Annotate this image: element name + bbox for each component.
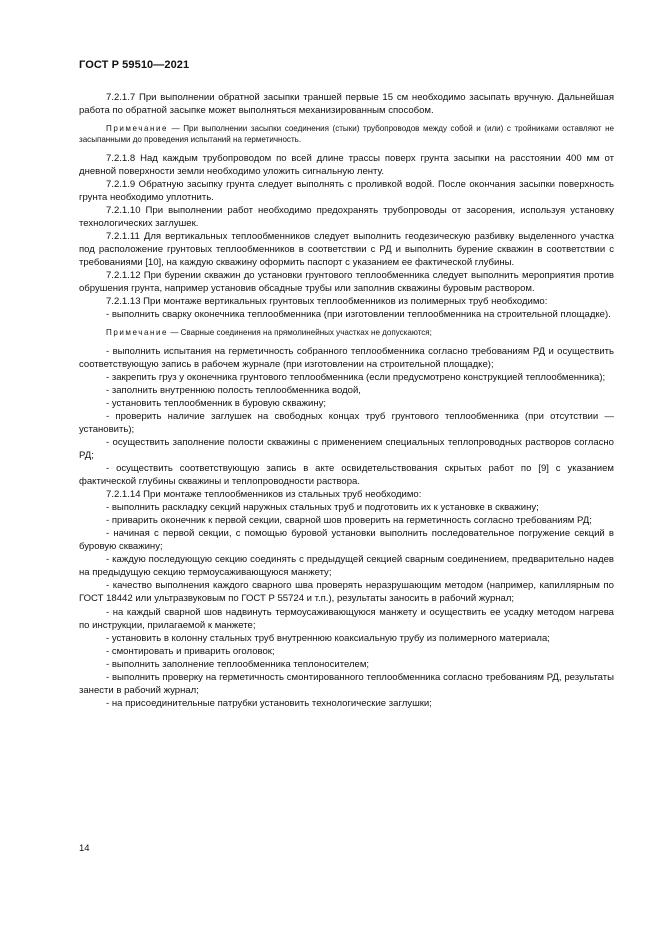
- list-item: - заполнить внутреннюю полость теплообменника водой,: [106, 384, 361, 396]
- clause-7-2-1-10: 7.2.1.10 При выполнении работ необходимо предохранять трубопроводы от засорения, используя установку технологических заглушек.: [79, 204, 614, 229]
- list-item: - выполнить заполнение теплообменника теплоносителем;: [106, 658, 370, 670]
- note-text: — Сварные соединения на прямолинейных участках не допускаются;: [168, 328, 432, 338]
- list-item: - на каждый сварной шов надвинуть термоусаживающуюся манжету и осуществить ее усадку методом нагрева по инструкции, прилагаемой к манжете;: [79, 606, 614, 631]
- list-item: - смонтировать и приварить оголовок;: [106, 645, 275, 657]
- clause-7-2-1-14: 7.2.1.14 При монтаже теплообменников из стальных труб необходимо:: [106, 489, 422, 501]
- list-item: - на присоединительные патрубки установить технологические заглушки;: [106, 697, 432, 709]
- list-item: - закрепить груз у оконечника грунтового теплообменника (если предусмотрено конструкцией теплообменника);: [106, 371, 606, 383]
- note-label: Примечание: [106, 328, 169, 338]
- document-header: ГОСТ Р 59510—2021: [79, 59, 190, 71]
- list-item: - качество выполнения каждого сварного шва проверять неразрушающим методом (например, капиллярным по ГОСТ 18442 или ультразвуковым по ГОСТ Р 55724 и т.п.), результаты заносить в рабочий журнал;: [79, 580, 614, 605]
- list-item: - осуществить заполнение полости скважины с применением специальных теплопроводных растворов согласно РД;: [79, 436, 614, 461]
- clause-7-2-1-9: 7.2.1.9 Обратную засыпку грунта следует выполнять с проливкой водой. После окончания засыпки поверхность грунта необходимо уплотнить.: [79, 178, 614, 203]
- list-item: - выполнить испытания на герметичность собранного теплообменника согласно требованиям РД и осуществить соответствующую запись в рабочем журнале (при изготовлении на строительной площадке);: [79, 345, 614, 370]
- page-body: [79, 91, 614, 710]
- page-number: 14: [79, 843, 90, 854]
- list-item: - осуществить соответствующую запись в акте освидетельствования скрытых работ по [9] с указанием фактической глубины скважины и теплопроводности раствора.: [79, 463, 614, 488]
- list-item: - установить теплообменник в буровую скважину;: [106, 397, 327, 409]
- note-text: — При выполнении засыпки соединения (стыки) трубопроводов между собой и (или) с тройниками оставляют не засыпанными до проведения испытаний на герметичность.: [79, 124, 614, 145]
- list-item: - установить в колонну стальных труб внутреннюю коаксиальную трубу из полимерного материала;: [106, 632, 550, 644]
- clause-7-2-1-8: 7.2.1.8 Над каждым трубопроводом по всей длине трассы поверх грунта засыпки на расстоянии 400 мм от дневной поверхности земли необходимо уложить сигнальную ленту.: [79, 152, 614, 177]
- list-item: - каждую последующую секцию соединять с предыдущей секцией сварным соединением, предварительно надев на предыдущую секцию термоусаживающуюся манжету;: [79, 554, 614, 579]
- clause-7-2-1-13: 7.2.1.13 При монтаже вертикальных грунтовых теплообменников из полимерных труб необходимо:: [106, 296, 548, 308]
- note-backfill-joints: [79, 123, 614, 146]
- list-item: - приварить оконечник к первой секции, сварной шов проверить на герметичность согласно требованиям РД;: [106, 515, 592, 527]
- list-item: - выполнить раскладку секций наружных стальных труб и подготовить их к установке в скважину;: [106, 502, 539, 514]
- note-label: Примечание: [106, 124, 169, 134]
- list-item: - начиная с первой секции, с помощью буровой установки выполнить последовательное погружение секций в буровую скважину;: [79, 528, 614, 553]
- list-item: - выполнить сварку оконечника теплообменника (при изготовлении теплообменника на строительной площадке).: [106, 309, 611, 321]
- list-item: - проверить наличие заглушек на свободных концах труб грунтового теплообменника (при отсутствии — установить);: [79, 410, 614, 435]
- list-item: - выполнить проверку на герметичность смонтированного теплообменника согласно требованиям РД, результаты занести в рабочий журнал;: [79, 671, 614, 696]
- clause-7-2-1-7: 7.2.1.7 При выполнении обратной засыпки траншей первые 15 см необходимо засыпать вручную. Дальнейшая работа по обратной засыпке может выполняться механизированным способом.: [79, 92, 614, 117]
- clause-7-2-1-11: 7.2.1.11 Для вертикальных теплообменников следует выполнить геодезическую разбивку выделенного участка под расположение грунтовых теплообменников в соответствии с РД и выполнить бурение скважин в соответствии с требованиями [10], на каждую скважину оформить паспорт с указанием ее фактической глубины.: [79, 230, 614, 269]
- clause-7-2-1-12: 7.2.1.12 При бурении скважин до установки грунтового теплообменника следует выполнить мероприятия против обрушения грунта, например установив обсадные трубы или заполнив скважины буровым раствором.: [79, 270, 614, 295]
- note-welds: [79, 327, 614, 338]
